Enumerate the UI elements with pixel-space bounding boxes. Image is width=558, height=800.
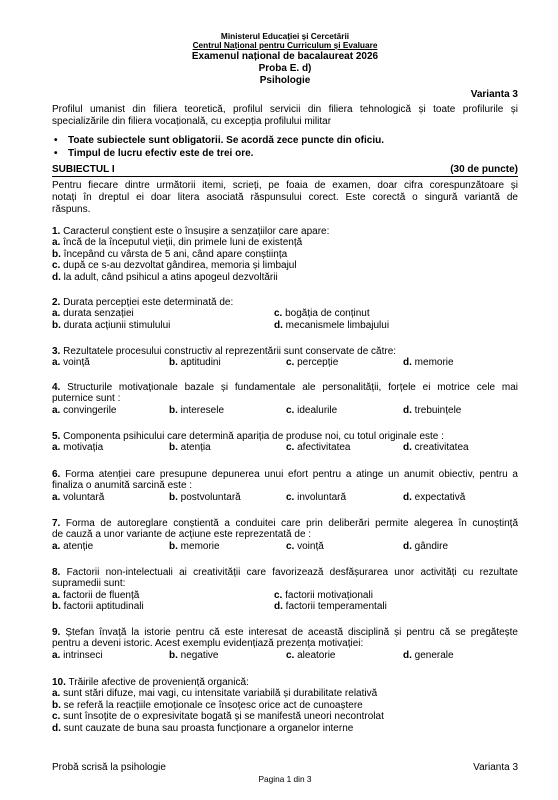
instructions-line-1: Pentru fiecare dintre următorii itemi, scrieți, pe foaia de examen, doar cifra corespunzătoare și [52, 180, 518, 191]
option-letter: d. [403, 649, 412, 661]
option-letter: b. [169, 442, 178, 454]
answer-option [169, 650, 218, 661]
option-row [52, 442, 518, 453]
profile-line-2: specializările din filiera vocațională, cu excepția profilului militar [52, 116, 332, 127]
option-text: sunt cauzate de buna sau proasta funcționare a organelor interne [63, 722, 354, 734]
question-number: 1. [52, 226, 61, 237]
option-text: percepție [297, 357, 339, 369]
question-number: 2. [52, 297, 61, 308]
option-row [52, 405, 518, 416]
question-text-line [52, 529, 518, 540]
option-row [52, 650, 518, 661]
section-title: SUBIECTUL I [52, 164, 115, 175]
option-letter: b. [52, 601, 61, 613]
option-text: după ce s-au dezvoltat gândirea, memoria și limbajul [63, 260, 297, 272]
option-text: trebuințele [414, 404, 462, 416]
answer-option [52, 688, 377, 699]
option-row [52, 249, 518, 260]
question-number: 5. [52, 431, 61, 442]
answer-option [403, 405, 461, 416]
option-text: intrinseci [63, 649, 103, 661]
option-letter: b. [169, 540, 178, 552]
question-text: finaliza o anumită sarcină este : [52, 480, 193, 492]
option-text: mecanismele limbajului [285, 319, 390, 331]
question-text: Componenta psihicului care determină apariția de produse noi, cu totul originale este : [63, 431, 444, 442]
question-text-line [52, 627, 518, 638]
option-letter: a. [52, 237, 61, 249]
answer-option [52, 272, 278, 283]
question-text: Forma atenției care presupune depunerea unui efort pentru a atinge un anumit obiectiv, pentru a [65, 469, 518, 480]
answer-option [52, 405, 117, 416]
answer-option [52, 442, 103, 453]
bullet-dot: • [54, 148, 58, 159]
option-letter: d. [403, 357, 412, 369]
option-row [52, 700, 518, 711]
answer-option [169, 405, 224, 416]
question-4 [52, 382, 518, 416]
option-letter: d. [274, 319, 283, 331]
answer-option [169, 541, 220, 552]
option-text: motivația [63, 442, 104, 454]
question-text-line [52, 578, 518, 589]
bullet-text: Toate subiectele sunt obligatorii. Se acordă zece puncte din oficiu. [68, 135, 384, 146]
page-number: Pagina 1 din 3 [258, 774, 312, 784]
option-text: voință [63, 357, 90, 369]
answer-option [403, 492, 465, 503]
option-letter: b. [169, 357, 178, 369]
option-letter: a. [52, 357, 61, 369]
question-number: 6. [52, 469, 61, 480]
profile-line-1: Profilul umanist din filiera teoretică, profilul servicii din filiera tehnologică și toate profilurile și [52, 104, 518, 115]
option-text: durata senzației [63, 308, 134, 320]
option-letter: c. [274, 589, 283, 601]
option-row [52, 320, 518, 331]
question-7 [52, 518, 518, 552]
option-letter: a. [52, 688, 61, 700]
option-text: interesele [180, 404, 225, 416]
option-text: expectativă [414, 491, 466, 503]
option-letter: d. [274, 601, 283, 613]
option-text: convingerile [63, 404, 117, 416]
answer-option [52, 249, 287, 260]
option-text: atenție [63, 540, 94, 552]
option-row [52, 237, 518, 248]
answer-option [52, 723, 353, 734]
question-text: Durata percepției este determinată de: [63, 297, 234, 308]
question-text-line [52, 567, 518, 578]
question-text: Factorii non-intelectuali ai creativității care favorizează desfășurarea unor activități cu rezultate [66, 567, 518, 578]
answer-option [274, 601, 387, 612]
option-text: generale [414, 649, 454, 661]
question-text-line [52, 480, 518, 491]
option-text: se referă la reacțiile emoționale ce însoțesc orice act de cunoaștere [63, 699, 363, 711]
option-letter: a. [52, 404, 61, 416]
answer-option [52, 320, 170, 331]
option-letter: b. [52, 699, 61, 711]
option-text: factorii aptitudinali [63, 601, 144, 613]
option-letter: b. [52, 319, 61, 331]
question-text-line [52, 518, 518, 529]
question-text: Forma de autoreglare conștientă a conduitei care prin deliberări permite alegerea în cunoștință [65, 518, 519, 529]
option-text: gândire [414, 540, 449, 552]
answer-option [52, 650, 103, 661]
option-text: atenția [180, 442, 211, 454]
exam-subject: Psihologie [259, 75, 311, 86]
option-text: creativitatea [414, 442, 469, 454]
option-letter: a. [52, 589, 61, 601]
option-text: factorii de fluență [63, 589, 140, 601]
option-row [52, 688, 518, 699]
option-letter: c. [286, 357, 295, 369]
question-text-line [52, 346, 518, 357]
question-number: 10. [52, 677, 66, 688]
answer-option [52, 590, 139, 601]
option-text: la adult, când psihicul a atins apogeul dezvoltării [63, 271, 278, 283]
question-8 [52, 567, 518, 613]
instruction-bullet-1 [52, 135, 518, 147]
option-text: postvoluntară [180, 491, 241, 503]
option-text: sunt stări difuze, mai vagi, cu intensitate variabilă și durabilitate relativă [63, 688, 378, 700]
question-text-line [52, 297, 518, 308]
answer-option [52, 237, 302, 248]
question-text-line [52, 469, 518, 480]
answer-option [52, 700, 363, 711]
question-text: puternice sunt : [52, 393, 121, 405]
option-text: începând cu vârsta de 5 ani, când apare conștiința [63, 248, 288, 260]
option-text: factorii motivaționali [285, 589, 373, 601]
question-text-line [52, 677, 518, 688]
question-text: de cauză a unor variante de acțiune este reprezentată de : [52, 529, 312, 541]
answer-option [52, 260, 297, 271]
option-letter: c. [52, 260, 61, 272]
question-5 [52, 431, 518, 454]
option-text: sunt însoțite de o expresivitate bogată și se manifestă uneori necontrolat [63, 711, 384, 723]
option-letter: c. [274, 308, 283, 320]
answer-option [274, 590, 373, 601]
bullet-dot: • [54, 135, 58, 146]
question-number: 8. [52, 567, 61, 578]
answer-option [286, 650, 335, 661]
option-text: memorie [180, 540, 220, 552]
answer-option [169, 442, 211, 453]
option-letter: a. [52, 308, 61, 320]
option-row [52, 541, 518, 552]
option-letter: a. [52, 540, 61, 552]
answer-option [274, 308, 370, 319]
question-1 [52, 226, 518, 283]
option-letter: b. [169, 404, 178, 416]
instructions-line-3: răspuns. [52, 204, 91, 215]
exam-proba: Proba E. d) [258, 63, 312, 74]
option-letter: c. [286, 404, 295, 416]
question-text: Structurile motivaționale bazale și fundamentale ale personalității, forțele ei motrice cele mai [67, 382, 518, 393]
question-10 [52, 677, 518, 734]
option-text: aleatorie [297, 649, 336, 661]
question-text: Rezultatele procesului constructiv al reprezentării sunt conservate de către: [63, 346, 397, 357]
option-letter: c. [286, 442, 295, 454]
question-9 [52, 627, 518, 661]
question-text: supramedii sunt: [52, 578, 126, 590]
answer-option [403, 541, 448, 552]
answer-option [286, 442, 351, 453]
option-letter: d. [403, 442, 412, 454]
option-text: voință [297, 540, 324, 552]
question-number: 4. [52, 382, 61, 393]
variant-label: Varianta 3 [470, 89, 518, 100]
option-letter: d. [403, 404, 412, 416]
option-letter: d. [403, 491, 412, 503]
question-text-line [52, 431, 518, 442]
exam-title: Examenul național de bacalaureat 2026 [191, 51, 379, 62]
footer-left: Probă scrisă la psihologie [52, 762, 166, 773]
option-letter: c. [286, 491, 295, 503]
answer-option [169, 357, 221, 368]
answer-option [286, 541, 324, 552]
option-row [52, 590, 518, 601]
option-text: voluntară [63, 491, 105, 503]
section-rule [52, 176, 518, 177]
center-name: Centrul Național pentru Curriculum și Evaluare [192, 40, 378, 50]
option-letter: d. [403, 540, 412, 552]
option-letter: c. [52, 711, 61, 723]
option-row [52, 601, 518, 612]
question-text: pentru a deveni istoric. Acest exemplu evidențiază prezența motivației: [52, 638, 364, 650]
answer-option [52, 601, 144, 612]
question-text: Caracterul conștient este o însușire a senzațiilor care apare: [63, 226, 330, 237]
answer-option [169, 492, 241, 503]
question-text-line [52, 226, 518, 237]
option-text: involuntară [297, 491, 347, 503]
option-letter: a. [52, 442, 61, 454]
option-letter: c. [286, 649, 295, 661]
instruction-bullet-2 [52, 148, 518, 160]
option-row [52, 260, 518, 271]
question-3 [52, 346, 518, 369]
question-number: 7. [52, 518, 61, 529]
option-letter: a. [52, 491, 61, 503]
option-text: factorii temperamentali [285, 601, 387, 613]
option-row [52, 272, 518, 283]
exam-page [52, 0, 518, 800]
option-text: afectivitatea [297, 442, 351, 454]
option-text: memorie [414, 357, 454, 369]
question-text: Trăirile afective de proveniență organică: [68, 677, 249, 688]
option-text: durata acțiunii stimulului [63, 319, 171, 331]
answer-option [286, 492, 346, 503]
answer-option [52, 492, 104, 503]
option-text: aptitudini [180, 357, 221, 369]
question-number: 9. [52, 627, 61, 638]
answer-option [52, 541, 93, 552]
answer-option [403, 442, 469, 453]
question-number: 3. [52, 346, 61, 357]
question-2 [52, 297, 518, 331]
option-text: bogăția de conținut [285, 308, 370, 320]
option-row [52, 492, 518, 503]
question-text-line [52, 393, 518, 404]
option-letter: b. [169, 649, 178, 661]
answer-option [286, 357, 338, 368]
answer-option [403, 650, 454, 661]
option-letter: b. [52, 248, 61, 260]
ministry-name: Ministerul Educației și Cercetării [220, 31, 350, 41]
answer-option [52, 711, 384, 722]
option-text: idealurile [297, 404, 338, 416]
option-letter: c. [286, 540, 295, 552]
bullet-text: Timpul de lucru efectiv este de trei ore. [68, 148, 254, 159]
question-6 [52, 469, 518, 503]
question-text: Ștefan învață la istorie pentru că este interesat de această disciplină și pentru că se pregătește [65, 627, 518, 638]
instructions-line-2: notați în dreptul ei doar litera asociată răspunsului corect. Este corectă o singură variantă de [52, 192, 518, 203]
answer-option [286, 405, 337, 416]
option-row [52, 308, 518, 319]
answer-option [52, 357, 90, 368]
footer-right: Varianta 3 [473, 762, 518, 773]
question-text-line [52, 638, 518, 649]
option-letter: a. [52, 649, 61, 661]
option-row [52, 357, 518, 368]
section-points: (30 de puncte) [450, 164, 518, 175]
option-text: încă de la începutul vieții, din primele luni de existență [63, 237, 303, 249]
answer-option [403, 357, 454, 368]
option-text: negative [180, 649, 219, 661]
answer-option [52, 308, 134, 319]
option-row [52, 711, 518, 722]
option-letter: b. [169, 491, 178, 503]
option-letter: d. [52, 271, 61, 283]
option-row [52, 723, 518, 734]
option-letter: d. [52, 722, 61, 734]
question-text-line [52, 382, 518, 393]
answer-option [274, 320, 389, 331]
